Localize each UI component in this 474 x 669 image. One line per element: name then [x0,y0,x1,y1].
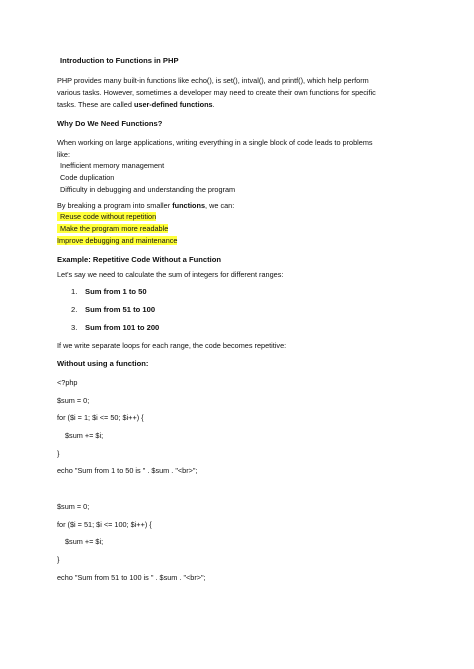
problem-item: Inefficient memory management [60,161,165,170]
problem-item: Code duplication [60,173,115,182]
code-line: echo "Sum from 51 to 100 is " . $sum . "<br>"; [57,573,206,582]
code-line: } [57,449,60,458]
range-item [71,287,147,297]
page-title: Introduction to Functions in PHP [60,56,179,65]
code-line: $sum = 0; [57,502,90,511]
range-label: Sum from 51 to 100 [85,305,156,314]
range-number: 3. [71,323,78,332]
why-line-2: like: [57,150,70,159]
benefit-item [57,236,177,246]
benefit-highlight: Reuse code without repetition [57,212,156,221]
benefit-highlight: Improve debugging and maintenance [57,236,178,245]
breaking-line [57,201,234,211]
intro-line-3-post: . [212,100,215,109]
code-line: for ($i = 1; $i <= 50; $i++) { [57,413,144,422]
range-number: 1. [71,287,78,296]
problem-item: Difficulty in debugging and understanding the program [60,185,236,194]
code-line: <?php [57,378,78,387]
range-item [71,323,159,333]
code-line: $sum += $i; [65,537,104,546]
breaking-post: , we can: [205,201,235,210]
code-line: } [57,555,60,564]
benefit-highlight: Make the program more readable [57,224,168,233]
breaking-pre: By breaking a program into smaller [57,201,173,210]
why-heading: Why Do We Need Functions? [57,119,163,128]
intro-line-1: PHP provides many built-in functions like echo(), is set(), intval(), and printf(), which help perform [57,76,369,85]
without-function-heading: Without using a function: [57,359,149,368]
intro-line-3-pre: tasks. These are called [57,100,134,109]
user-defined-functions-term: user-defined functions [133,100,213,109]
code-line: echo "Sum from 1 to 50 is " . $sum . "<br>"; [57,466,198,475]
intro-line-3 [57,100,215,110]
benefit-item [57,224,168,234]
why-line-1: When working on large applications, writing everything in a single block of code leads to problems [57,138,373,147]
range-label: Sum from 1 to 50 [85,287,147,296]
range-item [71,305,155,315]
code-line: $sum = 0; [57,396,90,405]
intro-line-2: various tasks. However, sometimes a developer may need to create their own functions for specific [57,88,376,97]
code-line: for ($i = 51; $i <= 100; $i++) { [57,520,152,529]
benefit-item [57,212,156,222]
functions-term: functions [172,201,206,210]
range-label: Sum from 101 to 200 [85,323,160,332]
code-line: $sum += $i; [65,431,104,440]
range-number: 2. [71,305,78,314]
example-lead: Let's say we need to calculate the sum of integers for different ranges: [57,270,284,279]
example-after: If we write separate loops for each range, the code becomes repetitive: [57,341,287,350]
example-heading: Example: Repetitive Code Without a Function [57,255,222,264]
